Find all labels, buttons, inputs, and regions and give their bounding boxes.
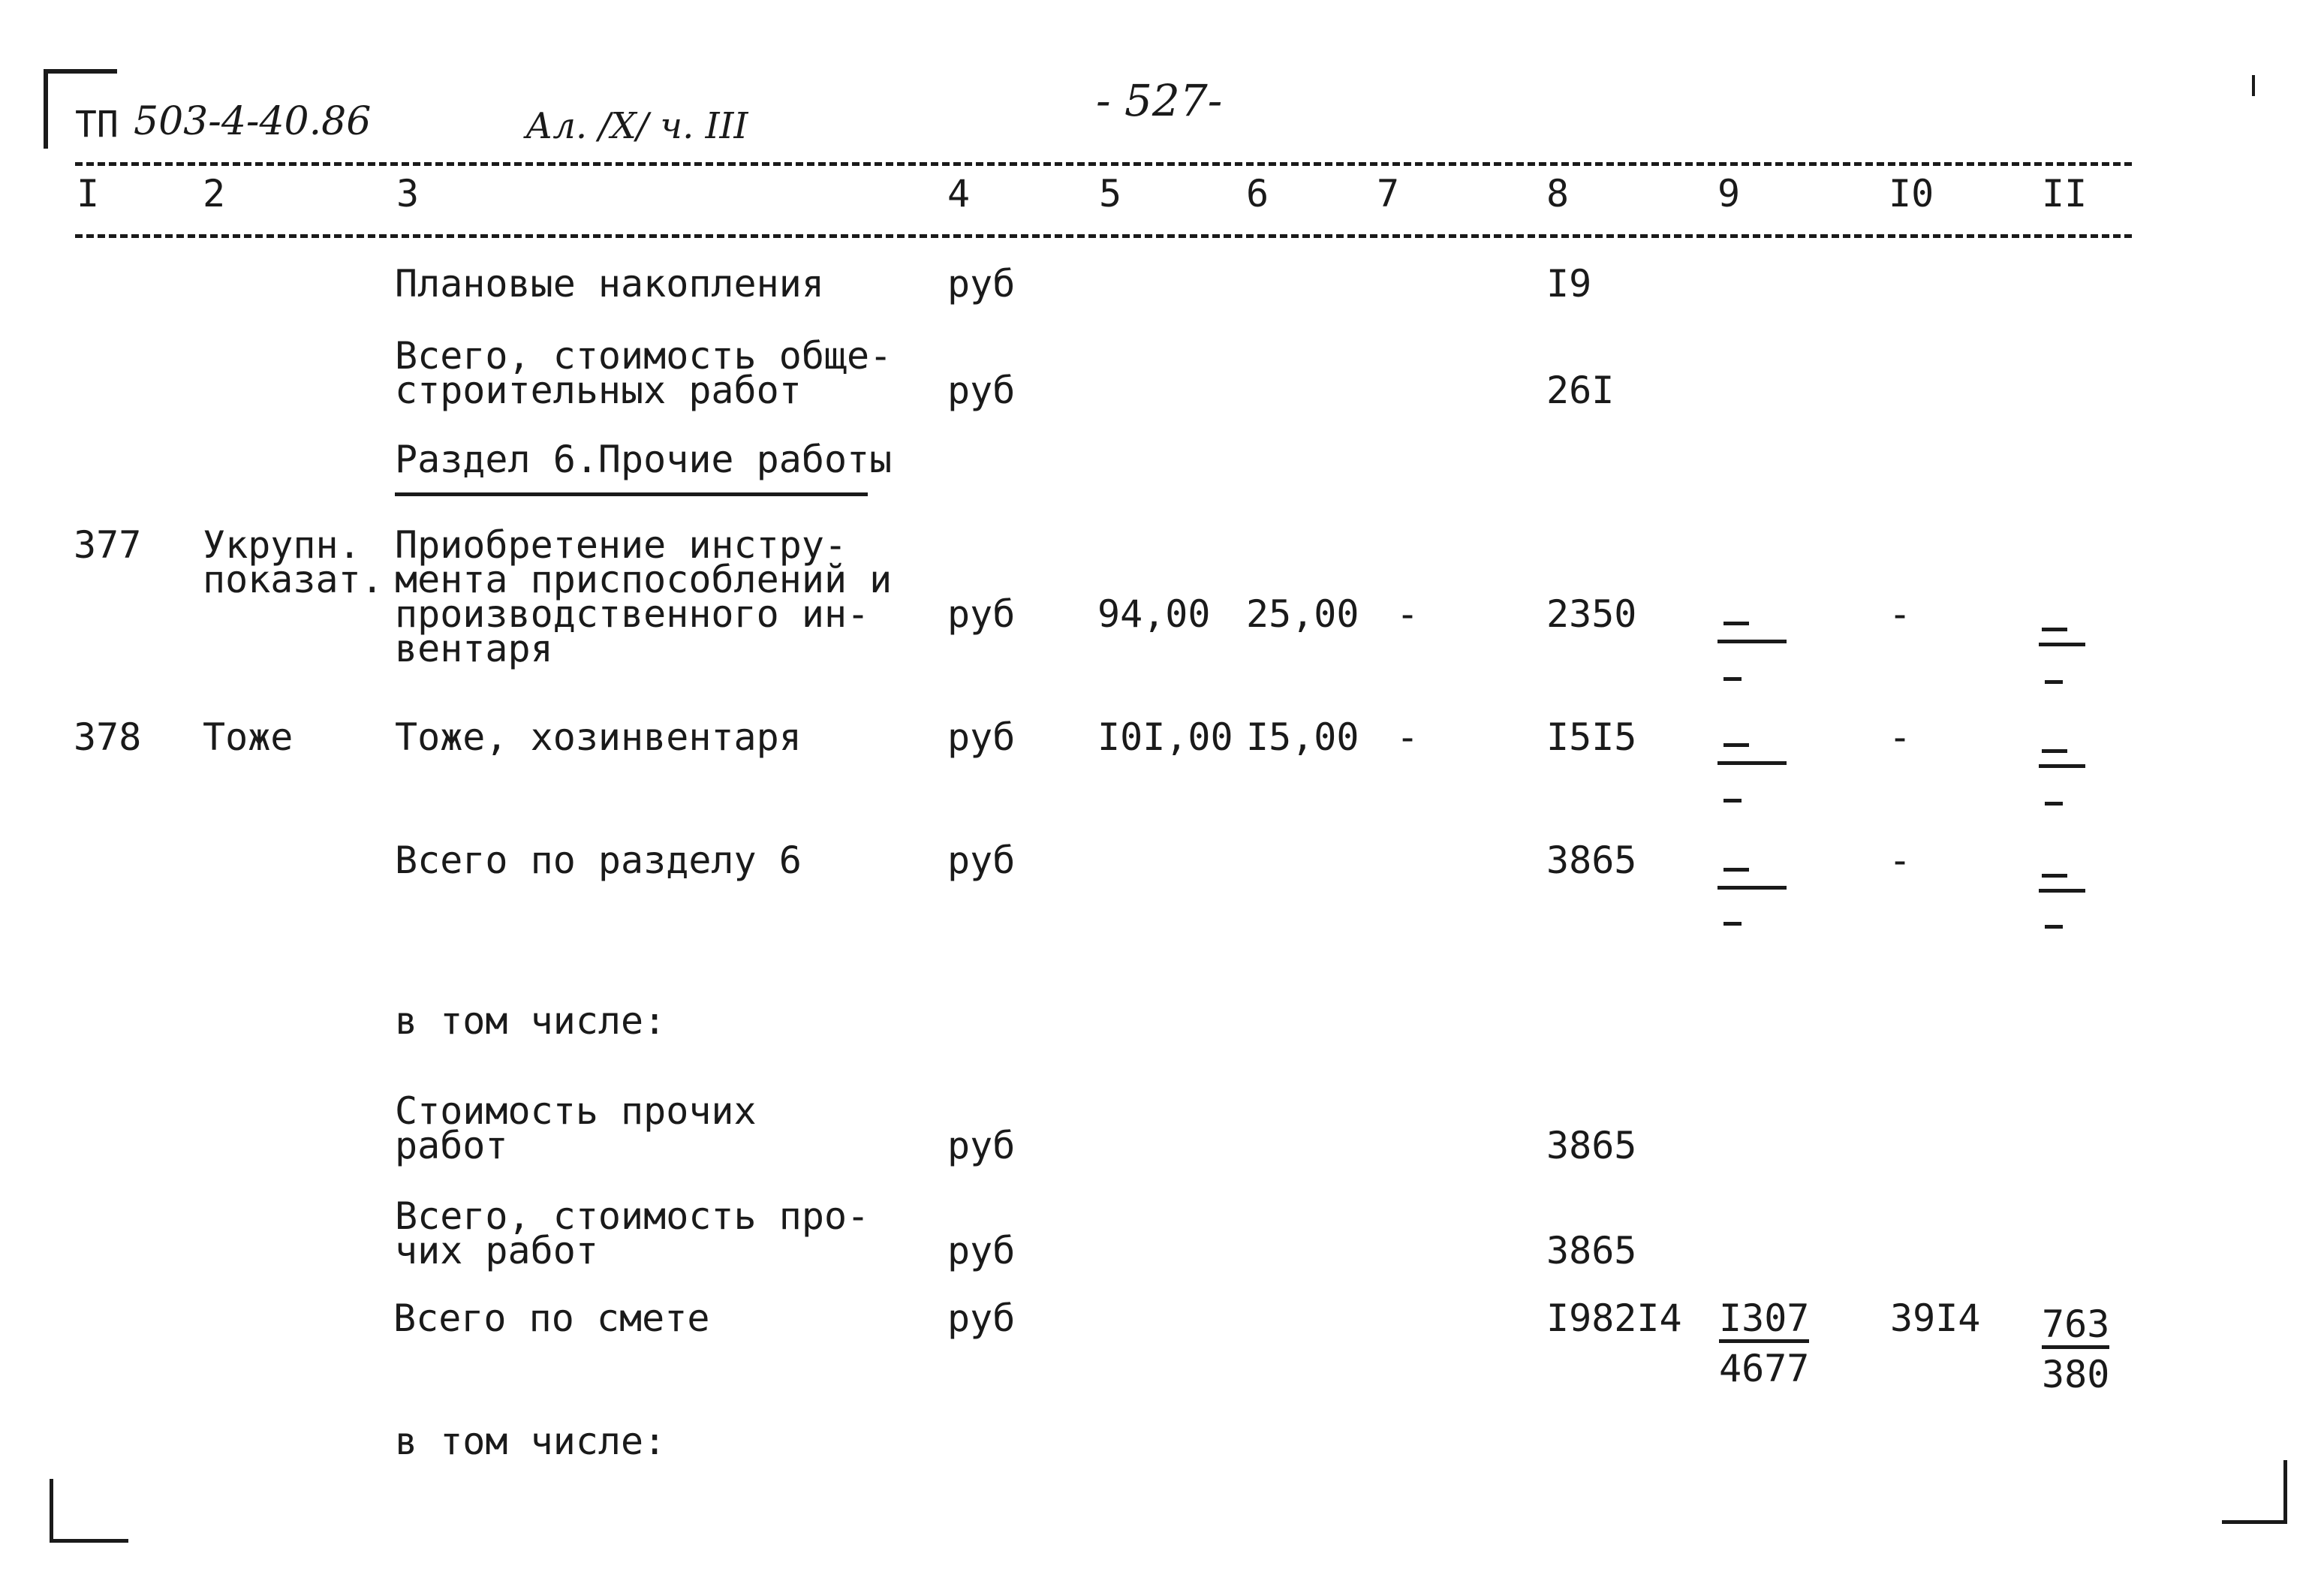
row-planned-savings-unit: руб [947, 262, 1016, 306]
row-378-basis: Тоже [203, 715, 294, 759]
column-header-5: 5 [1099, 172, 1122, 215]
row-377-col11-top-dash [2042, 628, 2067, 631]
row-section-6-col9-top-dash [1723, 868, 1749, 872]
row-377-col11-bottom-dash [2045, 680, 2063, 684]
including-label-1: в том числе: [395, 999, 667, 1043]
row-378-price: I5,00 [1246, 715, 1359, 759]
row-378-col11-bottom-dash [2045, 802, 2063, 806]
column-header-4: 4 [947, 172, 971, 215]
row-other-works-cost-total: 3865 [1546, 1124, 1637, 1167]
column-header-6: 6 [1246, 172, 1269, 215]
row-377-col11-bar [2039, 643, 2085, 646]
row-378-col7: - [1396, 715, 1419, 759]
row-general-construction-unit: руб [947, 369, 1016, 412]
row-378-col9-bar [1717, 761, 1787, 765]
row-377-col9-top-dash [1723, 622, 1749, 625]
row-378-col11-bar [2039, 764, 2085, 768]
row-total-other-works-name-line1: Всего, стоимость про- [395, 1194, 870, 1238]
row-377-price: 25,00 [1246, 592, 1359, 636]
row-planned-savings-name: Плановые накопления [395, 262, 824, 306]
row-total-other-works-total: 3865 [1546, 1229, 1637, 1272]
row-377-col9-bottom-dash [1723, 677, 1742, 681]
row-other-works-cost-name-line2: работ [395, 1124, 508, 1167]
row-377-name-line4: вентаря [395, 627, 553, 670]
row-378-number: 378 [74, 715, 142, 759]
section-6-title-underline [395, 492, 868, 496]
row-estimate-total-col9-fraction [1719, 1296, 1810, 1390]
row-378-col10: - [1889, 715, 1912, 759]
column-header-8: 8 [1546, 172, 1570, 215]
page-number: - 527- [1096, 75, 1223, 126]
row-estimate-total-col11-bottom: 380 [2042, 1353, 2110, 1396]
row-378-quantity: I0I,00 [1097, 715, 1233, 759]
row-estimate-total-col10: 39I4 [1890, 1296, 1981, 1340]
row-378-unit: руб [947, 715, 1016, 759]
column-header-7: 7 [1377, 172, 1400, 215]
row-378-col9-top-dash [1723, 743, 1749, 747]
row-other-works-cost-name-line1: Стоимость прочих [395, 1089, 757, 1133]
row-377-basis-line1: Укрупн. [203, 523, 361, 567]
row-377-col7: - [1396, 592, 1419, 636]
row-estimate-total-col9-bottom: 4677 [1719, 1347, 1810, 1390]
row-general-construction-name-line1: Всего, стоимость обще- [395, 334, 893, 378]
row-377-name-line3: производственного ин- [395, 592, 870, 636]
row-other-works-cost-unit: руб [947, 1124, 1016, 1167]
row-378-col11-top-dash [2042, 749, 2067, 753]
code-number: 503-4-40.86 [134, 99, 372, 144]
corner-mark-bottom-right [2222, 1460, 2287, 1524]
row-general-construction-name-line2: строительных работ [395, 369, 802, 412]
album-reference: Ал. /Х/ ч. III [525, 105, 748, 147]
edge-tick-top-right [2252, 75, 2255, 96]
row-377-name-line1: Приобретение инстру- [395, 523, 847, 567]
row-378-name: Тоже, хозинвентаря [395, 715, 802, 759]
header-rule-bottom [75, 234, 2132, 238]
row-estimate-total-name: Всего по смете [393, 1296, 710, 1340]
column-header-1: I [77, 172, 100, 215]
row-section-6-total-total: 3865 [1546, 839, 1637, 882]
column-header-9: 9 [1717, 172, 1741, 215]
row-section-6-col10: - [1889, 839, 1912, 882]
row-377-unit: руб [947, 592, 1016, 636]
row-377-col9-bar [1717, 640, 1787, 643]
row-section-6-col9-bottom-dash [1723, 922, 1742, 926]
row-378-total: I5I5 [1546, 715, 1637, 759]
row-section-6-total-unit: руб [947, 839, 1016, 882]
column-header-11: II [2042, 172, 2088, 215]
row-estimate-total-total: I982I4 [1546, 1296, 1682, 1340]
row-estimate-total-col11-fraction [2042, 1302, 2110, 1396]
column-header-3: 3 [396, 172, 420, 215]
row-section-6-col11-top-dash [2042, 874, 2067, 878]
including-label-2: в том числе: [395, 1420, 667, 1463]
column-header-10: I0 [1889, 172, 1934, 215]
row-total-other-works-name-line2: чих работ [395, 1229, 598, 1272]
row-total-other-works-unit: руб [947, 1229, 1016, 1272]
row-377-name-line2: мента приспособлений и [395, 558, 893, 601]
row-general-construction-total: 26I [1546, 369, 1615, 412]
row-377-quantity: 94,00 [1097, 592, 1211, 636]
row-estimate-total-unit: руб [947, 1296, 1016, 1340]
row-377-number: 377 [74, 523, 142, 567]
section-6-title: Раздел 6.Прочие работы [395, 438, 893, 481]
row-377-basis-line2: показат. [203, 558, 384, 601]
row-planned-savings-total: I9 [1546, 262, 1592, 306]
row-section-6-col11-bottom-dash [2045, 925, 2063, 929]
corner-mark-bottom-left [50, 1479, 128, 1543]
header-rule-top [75, 162, 2132, 166]
row-377-col10: - [1889, 592, 1912, 636]
row-section-6-col11-bar [2039, 889, 2085, 893]
column-header-2: 2 [203, 172, 226, 215]
code-prefix: ТП [75, 104, 119, 146]
row-378-col9-bottom-dash [1723, 799, 1742, 803]
row-section-6-total-name: Всего по разделу 6 [395, 839, 802, 882]
row-estimate-total-col11-top: 763 [2042, 1306, 2109, 1349]
row-377-total: 2350 [1546, 592, 1637, 636]
row-estimate-total-col9-top: I307 [1719, 1300, 1809, 1343]
row-section-6-col9-bar [1717, 886, 1787, 890]
